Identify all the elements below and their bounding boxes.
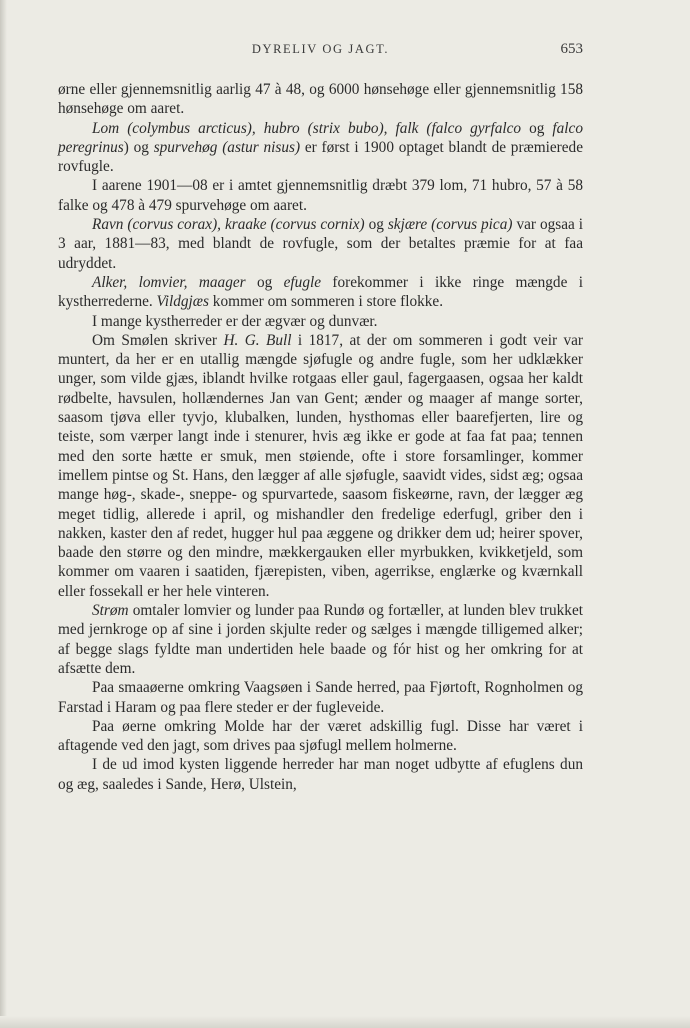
paragraph (58, 176, 583, 215)
paragraph (58, 273, 583, 312)
paragraph (58, 755, 583, 794)
page-bottom-shadow (0, 1016, 690, 1028)
text-run: kommer om sommeren i store flokke. (208, 293, 444, 311)
text-run: og (521, 119, 553, 137)
text-run: Paa smaaøerne omkring Vaagsøen i Sande herred, paa Fjørtoft, Rognholmen og Farstad i Haram og paa flere steder er der fugleveide. (58, 679, 583, 716)
paragraph (58, 80, 583, 119)
italic-text: spurvehøg (astur nisus) (153, 138, 301, 156)
text-run: er først i 1900 optaget blandt de præmierede rovfugle. (58, 138, 583, 176)
text-run: I de ud imod kysten liggende herreder har man noget udbytte af efuglens dun og æg, saaledes i Sande, Herø, Ulstein, (58, 756, 583, 793)
body-text (58, 80, 583, 794)
running-head: DYRELIV OG JAGT. (251, 42, 390, 56)
paragraph (58, 215, 583, 273)
paragraph (58, 119, 583, 177)
text-run: og (245, 273, 284, 291)
text-run: forekommer i ikke ringe mængde i kystherrederne. (58, 273, 583, 311)
text-run: I mange kystherreder er der ægvær og dunvær. (92, 312, 378, 330)
paragraph (58, 331, 583, 601)
text-run: Om Smølen skriver (92, 331, 224, 349)
italic-text: efugle (283, 273, 322, 291)
italic-text: H. G. Bull (223, 331, 292, 349)
text-run: og (364, 216, 388, 234)
text-run: var ogsaa i 3 aar, 1881—83, med blandt de rovfugle, som der betaltes præmie for at faa udryddet. (58, 216, 583, 272)
italic-text: Ravn (corvus corax), kraake (corvus cornix) (92, 216, 365, 234)
page-header (58, 42, 583, 62)
paragraph (58, 601, 583, 678)
italic-text: Lom (colymbus arcticus), hubro (strix bubo), falk (falco gyrfalco (92, 119, 522, 137)
italic-text: Strøm (92, 602, 129, 620)
italic-text: skjære (corvus pica) (387, 216, 513, 234)
paragraph (58, 678, 583, 717)
text-run: Paa øerne omkring Molde har der været adskillig fugl. Disse har været i aftagende ved den jagt, som drives paa sjøfugl mellem holmerne. (58, 717, 583, 755)
page-number: 653 (560, 41, 583, 57)
text-run: ) og (123, 138, 154, 156)
text-run: i 1817, at der om sommeren i godt veir var muntert, da her er en utallig mængde sjøfugle og andre fugle, som her udklækker unger, som vilde gjæs, iblandt hvilke rotgaas eller gaul, fagergaasen, ogsaa her kaldt rødbelte, havsulen, hollændernes Jan van Gent; ænder og maager af mange sorter, saasom tjøva eller tyvjo, klubalken, lunden, hysthomas eller baarefjerten, lire og teiste, som værper langt inde i stenurer, hvis æg ikke er gode at faa fat paa; tennen med den sorte hætte er smuk, men støiende, ofte i store forsamlinger, kommer imellem pintse og St. Hans, den lægger af alle sjøfugle, saavidt vides, sidst æg; ogsaa mange høg-, skade-, sneppe- og spurvartede, saasom fiskeørne, ravn, der lægger æg meget tidlig, allerede i april, og mishandler den fredelige ederfugl, griber den i nakken, kaster den af redet, hugger hul paa æggene og drikker dem ud; heirer spover, baade den større og den mindre, mækkergauken eller myrbukken, kvikketjeld, som kommer om vaaren i saatiden, fjærepisten, viben, agerrikse, englærke og kværnkall eller fossekall er her hele vinteren. (58, 331, 583, 600)
italic-text: Vildgjæs (156, 293, 209, 311)
text-run: omtaler lomvier og lunder paa Rundø og fortæller, at lunden blev trukket med jernkroge op af sine i jorden skjulte reder og sælges i mængde tilligemed alker; af begge slags fyldte man undertiden hele baade og fór hist og her omkring for at afsætte dem. (58, 602, 583, 677)
paragraph (58, 717, 583, 756)
text-run: I aarene 1901—08 er i amtet gjennemsnitlig dræbt 379 lom, 71 hubro, 57 à 58 falke og 478 à 479 spurvehøge om aaret. (58, 177, 583, 214)
paragraph (58, 312, 583, 331)
italic-text: falco peregrinus (58, 119, 583, 156)
page-edge-shadow (0, 0, 7, 1028)
italic-text: Alker, lomvier, maager (92, 273, 246, 291)
text-run: ørne eller gjennemsnitlig aarlig 47 à 48, og 6000 hønsehøge eller gjennemsnitlig 158 hønsehøge om aaret. (58, 81, 583, 118)
